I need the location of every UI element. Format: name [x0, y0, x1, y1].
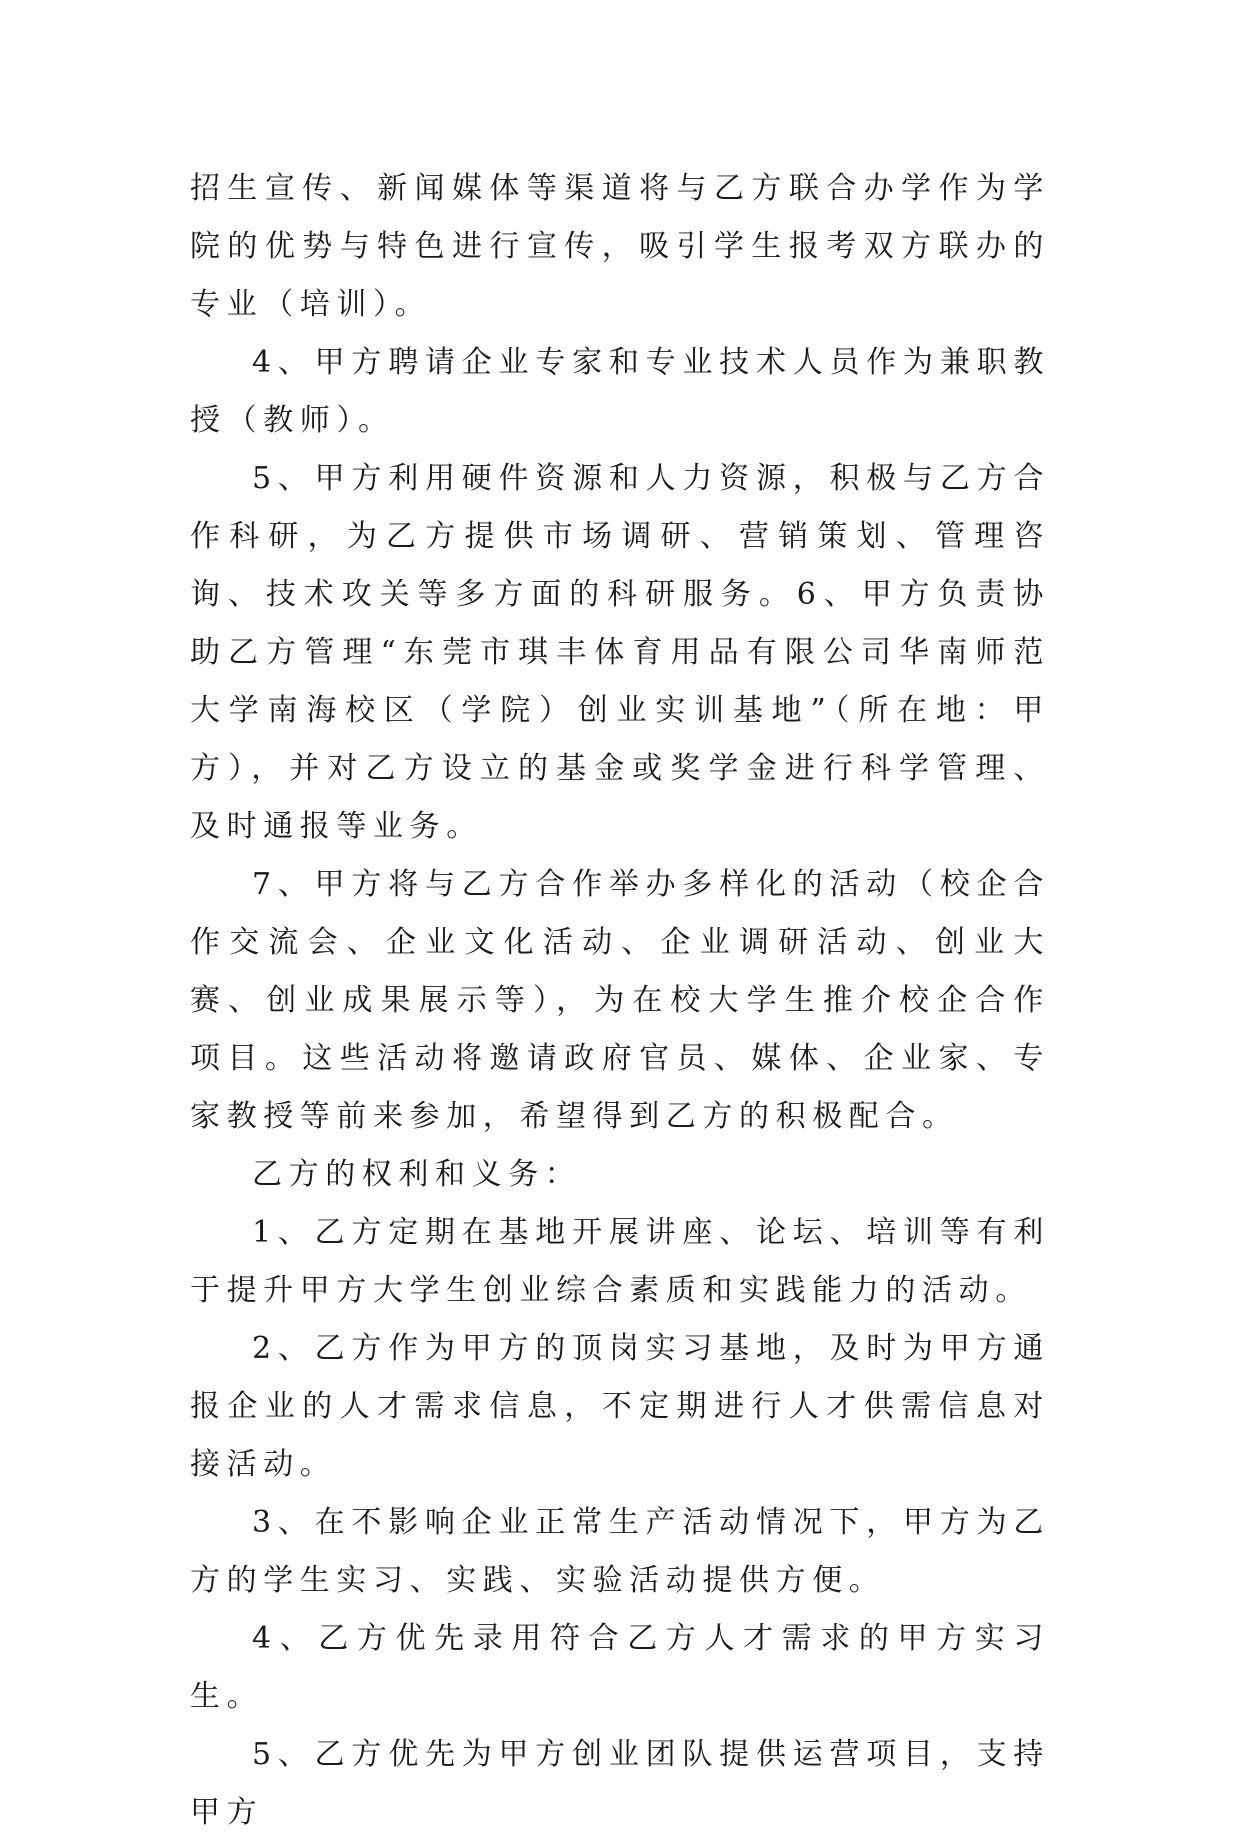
paragraph-item-5-6-party-a: 5、甲方利用硬件资源和人力资源，积极与乙方合作科研，为乙方提供市场调研、营销策划、管理咨询、技术攻关等多方面的科研服务。6、甲方负责协助乙方管理“东莞市琪丰体育用品有限公司华南师范大学南海校区（学院）创业实训基地”（所在地：甲方），并对乙方设立的基金或奖学金进行科学管理、及时通报等业务。 [190, 461, 1050, 844]
paragraph-item-4-party-b: 4、乙方优先录用符合乙方人才需求的甲方实习生。 [190, 1621, 1050, 1714]
paragraph-item-3-party-b: 3、在不影响企业正常生产活动情况下，甲方为乙方的学生实习、实践、实验活动提供方便。 [190, 1505, 1050, 1598]
paragraph-item-1-party-b: 1、乙方定期在基地开展讲座、论坛、培训等有利于提升甲方大学生创业综合素质和实践能力的活动。 [190, 1215, 1050, 1308]
document-body [190, 160, 1050, 1842]
paragraph-item-7-party-a: 7、甲方将与乙方合作举办多样化的活动（校企合作交流会、企业文化活动、企业调研活动、创业大赛、创业成果展示等），为在校大学生推介校企合作项目。这些活动将邀请政府官员、媒体、企业家、专家教授等前来参加，希望得到乙方的积极配合。 [190, 867, 1050, 1134]
paragraph-promotion: 招生宣传、新闻媒体等渠道将与乙方联合办学作为学院的优势与特色进行宣传，吸引学生报考双方联办的专业（培训）。 [190, 171, 1050, 322]
section-heading-party-b: 乙方的权利和义务： [252, 1157, 582, 1192]
paragraph-item-4-party-a: 4、甲方聘请企业专家和专业技术人员作为兼职教授（教师）。 [190, 345, 1050, 438]
paragraph-item-5-party-b: 5、乙方优先为甲方创业团队提供运营项目，支持甲方 [190, 1737, 1050, 1830]
paragraph-item-2-party-b: 2、乙方作为甲方的顶岗实习基地，及时为甲方通报企业的人才需求信息，不定期进行人才供需信息对接活动。 [190, 1331, 1050, 1482]
